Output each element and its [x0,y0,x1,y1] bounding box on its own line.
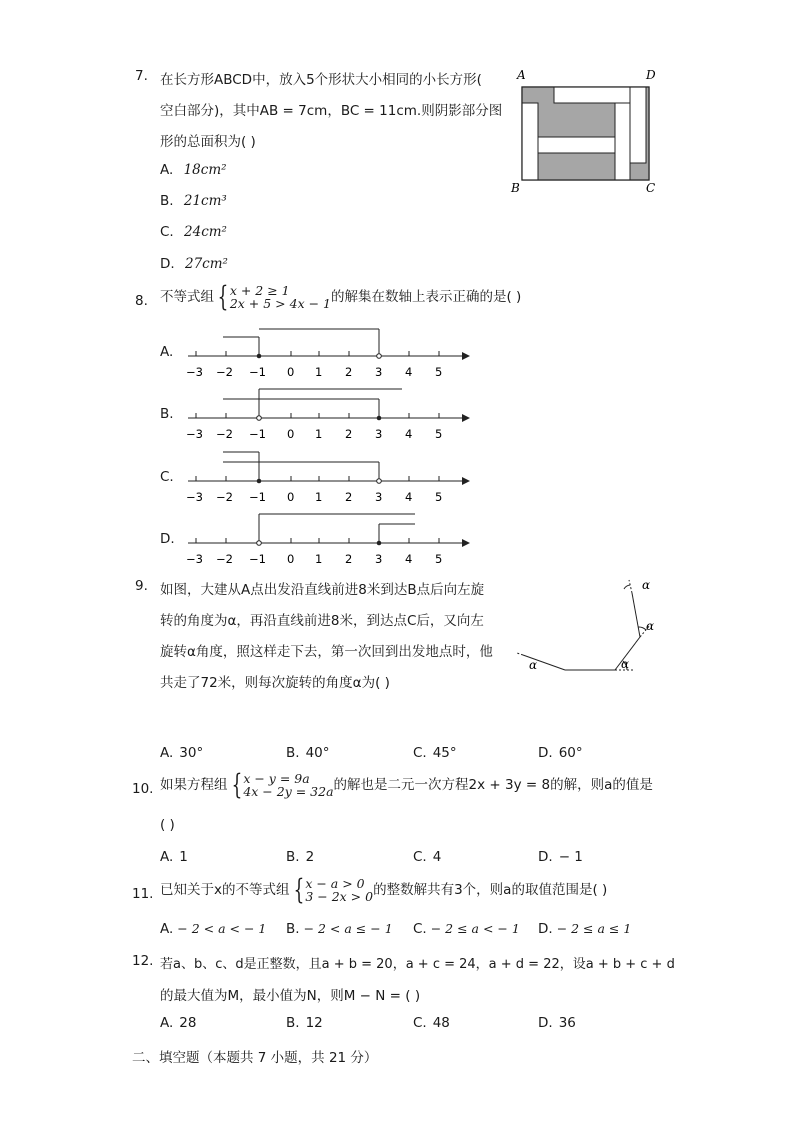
option-label: D. [538,921,553,937]
option-label: B. [160,193,174,209]
q9-option-b[interactable] [286,745,330,761]
q11-suffix: 的整数解共有3个，则a的取值范围是( ) [373,882,608,898]
q8-suffix: 的解集在数轴上表示正确的是( ) [331,289,522,305]
q11-stem [160,873,608,906]
q10-prefix: 如果方程组 [160,777,228,793]
option-label: C. [160,224,174,240]
brace-icon: { [231,768,242,801]
q9-option-a[interactable] [160,745,203,761]
small-rectangle [615,103,630,180]
tick-label: 0 [287,552,295,566]
q8-option-b[interactable]: B. [160,406,174,422]
q10-sys-line-2: 4x − 2y = 32a [243,784,334,799]
tick-label: 4 [405,552,413,566]
q11-prefix: 已知关于x的不等式组 [160,882,290,898]
option-text: 30° [179,745,204,761]
option-label: A. [160,1015,174,1031]
option-label: B. [286,745,300,761]
tick-label: −2 [216,490,233,504]
tick-label: 1 [315,365,323,379]
option-label: B. [286,921,300,937]
tick-label: 1 [315,490,323,504]
q8-number-line-a [180,325,470,385]
q12-line-1: 若a、b、c、d是正整数，且a + b = 20，a + c = 24，a + d = 22，设a + b + c + d [160,957,675,972]
q7-rectangle-figure [508,66,664,196]
tick-label: 5 [435,490,443,504]
q8-option-a[interactable]: A. [160,344,174,360]
option-text: 12 [305,1015,323,1031]
option-label: A. [160,921,174,937]
q10-line-2: ( ) [160,817,175,833]
tick-label: 3 [375,490,383,504]
option-text: − 2 ≤ a ≤ 1 [556,921,632,936]
option-text: 1 [179,849,188,865]
tick-label: 1 [315,552,323,566]
q12-option-c[interactable] [413,1015,450,1031]
option-text: 40° [305,745,330,761]
q10-sys-line-1: x − y = 9a [243,771,310,786]
option-text: 2 [305,849,315,865]
option-text: 60° [558,745,583,761]
q9-line-1: 如图，大建从A点出发沿直线前进8米到达B点后向左旋 [160,582,485,598]
tick-label: −1 [249,365,266,379]
q11-sys-line-2: 3 − 2x > 0 [305,889,374,904]
q10-stem [160,768,653,801]
tick-label: −3 [186,552,203,566]
q10-number: 10. [132,781,154,797]
q8-option-d[interactable]: D. [160,531,175,547]
q8-number-line-b [180,387,470,447]
q10-option-a[interactable] [160,849,188,865]
tick-label: −1 [249,490,266,504]
option-text: 27cm² [184,256,228,272]
q7-number: 7. [135,68,148,84]
option-text: 36 [558,1015,576,1031]
q11-option-d[interactable] [538,921,631,937]
section-title: 二、填空题（本题共 7 小题，共 21 分） [132,1050,378,1066]
tick-label: 1 [315,427,323,441]
q12-number: 12. [132,953,154,969]
option-label: A. [160,745,174,761]
tick-label: −2 [216,552,233,566]
option-label: D. [538,745,553,761]
tick-label: 5 [435,365,443,379]
option-text: − 2 < a ≤ − 1 [303,921,393,936]
q11-number: 11. [132,886,154,902]
tick-label: 2 [345,552,353,566]
option-text: 4 [432,849,442,865]
q11-sys-line-1: x − a > 0 [305,876,365,891]
brace-icon: { [217,280,229,313]
option-label: A. [160,849,174,865]
q12-option-b[interactable] [286,1015,323,1031]
tick-label: 3 [375,552,383,566]
q8-number: 8. [135,293,148,309]
option-label: C. [413,849,427,865]
q12-option-d[interactable] [538,1015,576,1031]
option-label: D. [538,1015,553,1031]
vertex-label-a: A [517,68,526,82]
tick-label: 5 [435,552,443,566]
q8-sys-line-1: x + 2 ≥ 1 [229,283,290,298]
small-rectangle [554,87,630,103]
option-text: 45° [432,745,457,761]
q9-line-4: 共走了72米，则每次旋转的角度α为( ) [160,675,390,691]
q10-option-d[interactable] [538,849,583,865]
tick-label: 4 [405,365,413,379]
option-label: C. [413,921,427,937]
q10-option-b[interactable] [286,849,314,865]
tick-label: −3 [186,427,203,441]
q10-option-c[interactable] [413,849,441,865]
brace-icon: { [293,873,304,906]
q7-option-d[interactable] [160,256,228,272]
small-rectangle [522,103,538,180]
tick-label: −3 [186,365,203,379]
option-label: C. [413,745,427,761]
tick-label: 2 [345,427,353,441]
vertex-label-b: B [511,181,520,195]
q8-number-line-d [180,512,470,572]
q8-number-line-c [180,450,470,510]
option-label: D. [538,849,553,865]
option-text: 48 [432,1015,450,1031]
vertex-label-d: D [646,68,656,82]
option-text: 28 [179,1015,197,1031]
alpha-label: α [646,619,655,633]
tick-label: 3 [375,365,383,379]
q8-system [214,280,331,313]
alpha-label: α [621,657,630,671]
option-text: 21cm³ [183,193,227,209]
tick-label: −3 [186,490,203,504]
q11-system [290,873,374,906]
tick-label: 2 [345,490,353,504]
option-text: 24cm² [184,224,227,240]
tick-label: 0 [287,365,295,379]
q7-line-1: 在长方形ABCD中，放入5个形状大小相同的小长方形( [160,72,482,88]
tick-label: −1 [249,427,266,441]
alpha-label: α [529,658,538,672]
tick-label: 4 [405,490,413,504]
small-rectangle [538,137,615,153]
q11-option-b[interactable] [286,921,393,937]
tick-label: 5 [435,427,443,441]
option-label: B. [286,1015,300,1031]
vertex-label-c: C [646,181,656,195]
option-label: D. [160,256,175,272]
q8-prefix: 不等式组 [160,289,214,305]
option-text: − 1 [558,849,583,865]
q9-path-figure [515,575,665,680]
tick-label: 2 [345,365,353,379]
q8-stem [160,280,522,313]
option-text: 18cm² [183,162,227,178]
tick-label: 0 [287,427,295,441]
tick-label: 0 [287,490,295,504]
q12-option-a[interactable] [160,1015,196,1031]
small-rectangle [630,87,646,163]
q10-suffix: 的解也是二元一次方程2x + 3y = 8的解，则a的值是 [333,777,653,793]
q8-option-c[interactable]: C. [160,469,174,485]
q10-system [228,768,334,801]
q7-option-b[interactable] [160,193,227,209]
q11-option-c[interactable] [413,921,520,937]
q12-line-2: 的最大值为M，最小值为N，则M − N = ( ) [160,988,421,1004]
tick-label: 4 [405,427,413,441]
q9-line-2: 转的角度为α，再沿直线前进8米，到达点C后，又向左 [160,613,484,629]
q7-line-2: 空白部分)，其中AB = 7cm，BC = 11cm.则阴影部分图 [160,103,503,119]
option-label: B. [286,849,300,865]
tick-label: 3 [375,427,383,441]
q7-option-c[interactable] [160,224,227,240]
q7-option-a[interactable] [160,162,227,178]
tick-label: −1 [249,552,266,566]
q8-sys-line-2: 2x + 5 > 4x − 1 [229,296,331,311]
q9-option-d[interactable] [538,745,583,761]
alpha-label: α [642,578,651,592]
q7-line-3: 形的总面积为( ) [160,134,256,150]
q9-number: 9. [135,578,148,594]
q11-option-a[interactable] [160,921,266,937]
q9-option-c[interactable] [413,745,457,761]
option-label: C. [413,1015,427,1031]
q9-line-3: 旋转α角度，照这样走下去，第一次回到出发地点时，他 [160,644,493,660]
option-text: − 2 < a < − 1 [177,921,267,936]
option-label: A. [160,162,174,178]
option-text: − 2 ≤ a < − 1 [430,921,520,936]
tick-label: −2 [216,365,233,379]
tick-label: −2 [216,427,233,441]
